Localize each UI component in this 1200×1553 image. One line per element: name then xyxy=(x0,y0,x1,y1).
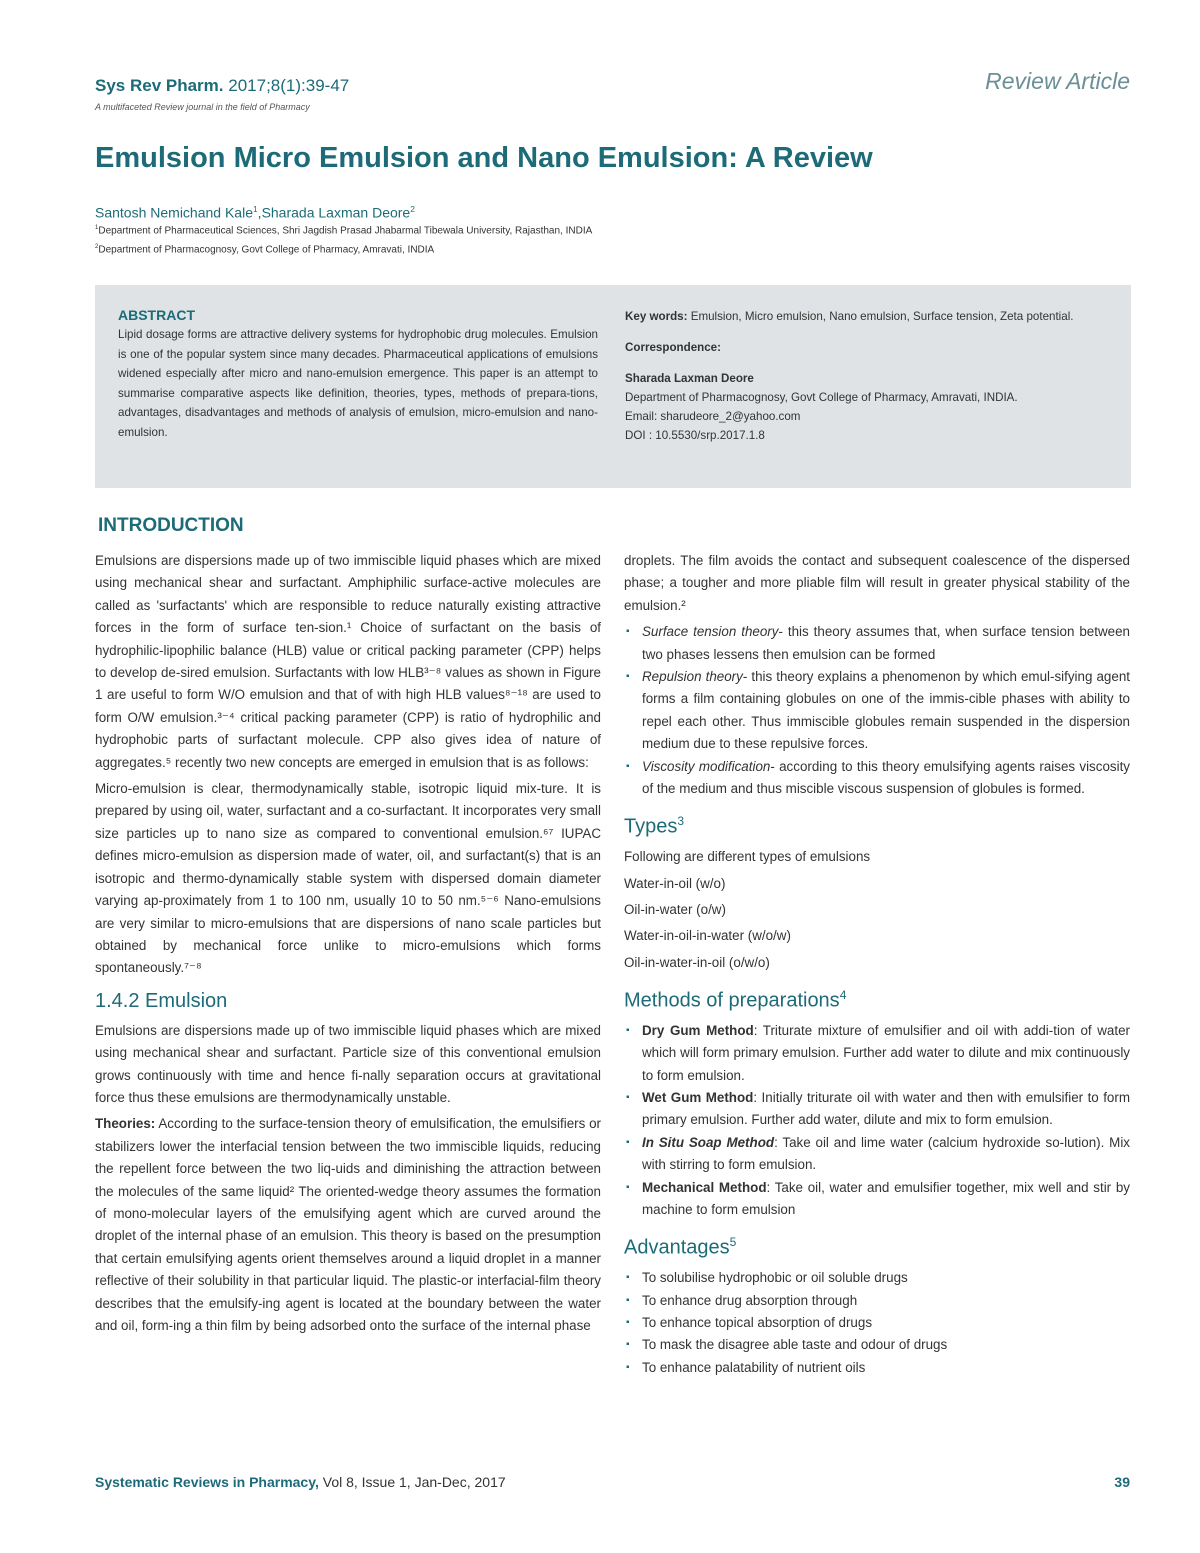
citation: 2017;8(1):39-47 xyxy=(228,76,350,95)
author-2-sup: 2 xyxy=(410,204,415,214)
keywords xyxy=(625,307,1110,326)
list-item: ▪ Wet Gum Method: Initially triturate oil with water and then with emulsifier to form primary emulsion. Further add water, dilute and mix to form emulsion. xyxy=(624,1087,1130,1132)
type-item: Oil-in-water (o/w) xyxy=(624,901,726,917)
author-separator: , xyxy=(257,204,262,221)
type-item: Water-in-oil (w/o) xyxy=(624,875,726,891)
keywords-label: Key words: xyxy=(625,310,688,323)
type-item: Water-in-oil-in-water (w/o/w) xyxy=(624,928,791,944)
abstract-text: Lipid dosage forms are attractive delivery systems for hydrophobic drug molecules. Emulsion is one of the popular system since many decades. Pharmaceutical applications of emulsions widened especially after micro and nano-emulsion emergence. This paper is an attempt to summarise comparative aspects like definition, theories, types, methods of prepara-tions, advantages, disadvantages and methods of analysis of emulsion, micro-emulsion and nano-emulsion. xyxy=(118,328,598,439)
footer-journal: Systematic Reviews in Pharmacy, xyxy=(95,1474,319,1490)
abstract-box xyxy=(95,285,1131,488)
types-intro: Following are different types of emulsions xyxy=(624,849,871,865)
list-item: ▪ To mask the disagree able taste and odour of drugs xyxy=(624,1334,1130,1356)
correspondence-doi[interactable]: DOI : 10.5530/srp.2017.1.8 xyxy=(625,429,765,442)
advantages-list xyxy=(624,1267,1130,1379)
list-item: ▪ Dry Gum Method: Triturate mixture of emulsifier and oil with addi-tion of water which will form primary emulsion. Further add water to dilute and mix continuously to form emulsion. xyxy=(624,1020,1130,1087)
advantages-heading: Advantages$^5$ xyxy=(624,1235,737,1260)
theories-paragraph xyxy=(95,1113,601,1337)
article-type: Review Article xyxy=(985,68,1130,94)
journal-citation xyxy=(95,76,349,96)
affiliation-2 xyxy=(95,244,434,255)
journal-tagline: A multifaceted Review journal in the field of Pharmacy xyxy=(95,102,310,112)
correspondence-email[interactable]: Email: sharudeore_2@yahoo.com xyxy=(625,410,801,423)
affiliation-1-sup: 1 xyxy=(95,225,99,231)
keywords-text: Emulsion, Micro emulsion, Nano emulsion, Surface tension, Zeta potential. xyxy=(687,310,1074,323)
author-1: Santosh Nemichand Kale xyxy=(95,204,253,221)
author-2: Sharada Laxman Deore xyxy=(261,204,411,221)
list-item: ▪ Repulsion theory- this theory explains a phenomenon by which emul-sifying agent forms a film containing globules on one of the immis-cible phases with ability to repel each other. Thus immiscible globules remain suspended in the dispersion medium due to these repulsive forces. xyxy=(624,666,1130,756)
emulsion-heading: 1.4.2 Emulsion xyxy=(95,989,228,1012)
list-item: ▪ To enhance topical absorption of drugs xyxy=(624,1312,1130,1334)
footer-issue: Vol 8, Issue 1, Jan-Dec, 2017 xyxy=(318,1474,506,1490)
types-heading: Types$^3$ xyxy=(624,814,685,839)
affiliation-1-text: Department of Pharmaceutical Sciences, Shri Jagdish Prasad Jhabarmal Tibewala University, Rajasthan, INDIA xyxy=(98,225,593,237)
left-column xyxy=(95,550,601,1341)
paper-title: Emulsion Micro Emulsion and Nano Emulsion: A Review xyxy=(95,142,873,174)
footer-citation xyxy=(95,1474,506,1490)
intro-paragraph-1: Emulsions are dispersions made up of two immiscible liquid phases which are mixed using mechanical shear and surfactant. Amphiphilic surface-active molecules are called as 'surfactants' which are responsible to reduce naturally existing attractive forces in the form of surface ten-sion.¹ Choice of surfactant on the basis of hydrophilic-lipophilic balance (HLB) value or critical packing parameter (CPP) helps to develop de-sired emulsion. Surfactants with low HLB³⁻⁸ values as shown in Figure 1 are useful to form W/O emulsion and that of with high HLB values⁸⁻¹⁸ are used to form O/W emulsion.³⁻⁴ critical packing parameter (CPP) is ratio of hydrophilic and hydrophobic parts of surfactant molecule. CPP also gives idea of nature of aggregates.⁵ recently two new concepts are emerged in emulsion that is as follows: xyxy=(95,553,601,770)
introduction-heading: INTRODUCTION xyxy=(98,515,244,536)
abstract-meta xyxy=(625,307,1110,445)
list-item: ▪ Viscosity modification- according to this theory emulsifying agents raises viscosity of the medium and thus miscible viscous suspension of globules is formed. xyxy=(624,756,1130,801)
journal-name: Sys Rev Pharm. xyxy=(95,76,224,95)
list-item: ▪ Surface tension theory- this theory assumes that, when surface tension between two phases lessens then emulsion can be formed xyxy=(624,621,1130,666)
affiliation-1 xyxy=(95,225,592,236)
list-item: ▪ Mechanical Method: Take oil, water and emulsifier together, mix well and stir by machine to form emulsion xyxy=(624,1177,1130,1222)
list-item: ▪ In Situ Soap Method: Take oil and lime water (calcium hydroxide so-lution). Mix with stirring to form emulsion. xyxy=(624,1132,1130,1177)
correspondence-name: Sharada Laxman Deore xyxy=(625,372,754,385)
affiliation-2-sup: 2 xyxy=(95,244,99,250)
methods-list xyxy=(624,1020,1130,1222)
affiliation-2-text: Department of Pharmacognosy, Govt College of Pharmacy, Amravati, INDIA xyxy=(98,244,435,256)
authors xyxy=(95,204,415,221)
emulsion-paragraph-1: Emulsions are dispersions made up of two immiscible liquid phases which are mixed using mechanical shear and surfactant. Particle size of this conventional emulsion grows continuously with time and hence fi-nally separation occurs at gravitational force thus these emulsions are thermodynamically unstable. xyxy=(95,1022,601,1105)
theories-label: Theories: xyxy=(95,1116,156,1132)
correspondence-label: Correspondence: xyxy=(625,341,721,354)
abstract-column xyxy=(118,307,598,442)
abstract-heading: ABSTRACT xyxy=(118,307,195,323)
list-item: ▪ To solubilise hydrophobic or oil soluble drugs xyxy=(624,1267,1130,1289)
author-1-sup: 1 xyxy=(253,204,258,214)
continued-paragraph: droplets. The film avoids the contact and subsequent coalescence of the dispersed phase; a tougher and more pliable film will result in greater physical stability of the emulsion.² xyxy=(624,553,1130,613)
theories-text: According to the surface-tension theory of emulsification, the emulsifiers or stabilizers lower the interfacial tension between the two immiscible liquids, reducing the repellent force between the two liq-uids and diminishing the attraction between the molecules of the same liquid² The oriented-wedge theory assumes the formation of mono-molecular layers of the emulsifying agent which are curved around the droplet of the internal phase of an emulsion. This theory is based on the presumption that certain emulsifying agents orient themselves around a liquid droplet in a manner reflective of their solubility in that particular liquid. The plastic-or interfacial-film theory describes that the emulsify-ing agent is located at the boundary between the water and oil, form-ing a thin film by being adsorbed onto the surface of the internal phase xyxy=(95,1116,601,1333)
theory-list xyxy=(624,621,1130,800)
page-number: 39 xyxy=(1114,1474,1130,1490)
correspondence-dept: Department of Pharmacognosy, Govt College of Pharmacy, Amravati, INDIA. xyxy=(625,391,1018,404)
methods-heading: Methods of preparations$^4$ xyxy=(624,988,847,1012)
list-item: ▪ To enhance drug absorption through xyxy=(624,1290,1130,1312)
list-item: ▪ To enhance palatability of nutrient oils xyxy=(624,1357,1130,1379)
intro-paragraph-2: Micro-emulsion is clear, thermodynamically stable, isotropic liquid mix-ture. It is prepared by using oil, water, surfactant and a co-surfactant. It incorporates very small size particles up to nano size as compared to conventional emulsion.⁶⁷ IUPAC defines micro-emulsion as dispersion made of water, oil, and surfactant(s) that is an isotropic and thermo-dynamically stable system with dispersed domain diameter varying ap-proximately from 1 to 100 nm, usually 10 to 50 nm.⁵⁻⁶ Nano-emulsions are very similar to micro-emulsions that are dispersions of nano scale particles but obtained by mechanical force unlike to micro-emulsions which forms spontaneously.⁷⁻⁸ xyxy=(95,781,601,976)
type-item: Oil-in-water-in-oil (o/w/o) xyxy=(624,954,770,970)
right-column xyxy=(624,550,1130,1383)
